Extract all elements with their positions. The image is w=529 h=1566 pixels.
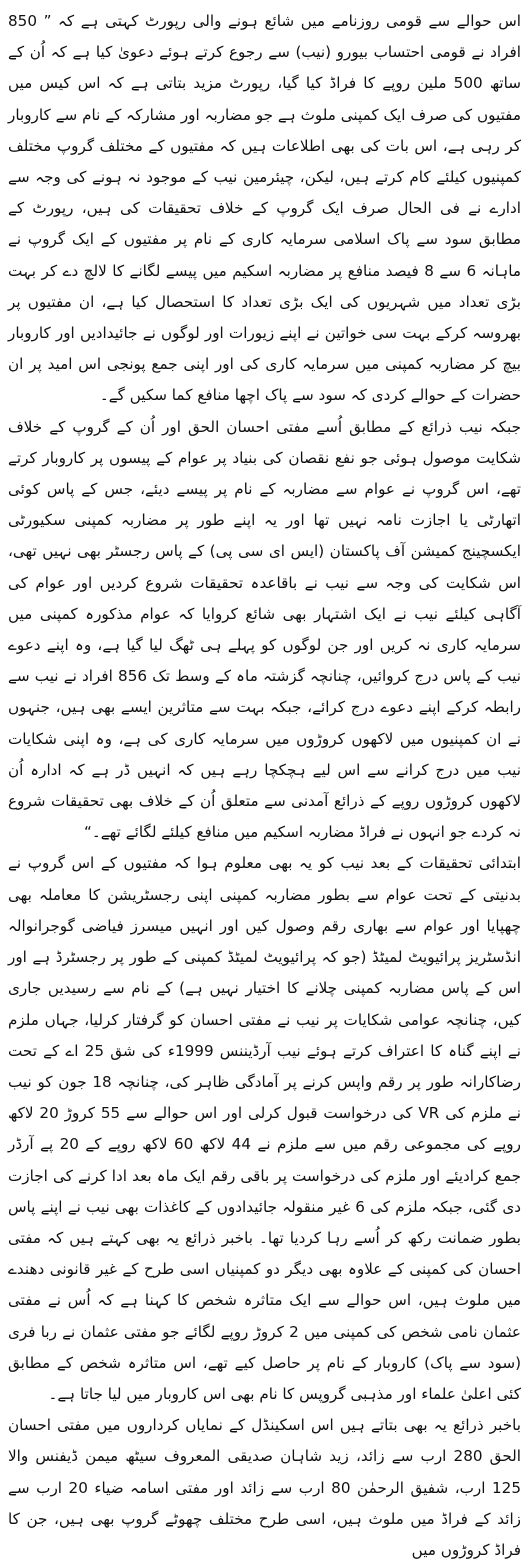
- article-paragraph-4: باخبر ذرائع یہ بھی بتاتے ہیں اس اسکینڈل کے نمایاں کرداروں میں مفتی احسان الحق 280 ارب سے زائد، زید شاہان صدیقی المعروف سیٹھ میمن ڈیفنس والا 125 ارب، شفیق الرحمٰن 80 ارب سے زائد اور مفتی اسامہ ضیاء 20 ارب سے زائد کے فراڈ میں ملوث ہیں، اسی طرح مختلف چھوٹے گروپ بھی ہیں، جن کا فراڈ کروڑوں میں: [8, 1416, 521, 1559]
- article-paragraph-2: جبکہ نیب ذرائع کے مطابق اُسے مفتی احسان الحق اور اُن کے گروپ کے خلاف شکایت موصول ہوئی جو نفع نقصان کی بنیاد پر عوام کے پیسوں پر کاروبار کرتے تھے، اس گروپ نے عوام سے مضاربہ کے نام پر پیسے دیئے، جس کے پاس کوئی اتھارٹی یا اجازت نامہ نہیں تھا اور یہ اپنے طور پر مضاربہ کمپنی سکیورٹی ایکسچینج کمیشن آف پاکستان (ایس ای سی پی) کے پاس رجسٹر بھی نہیں تھی، اس شکایت کی وجہ سے نیب نے باقاعدہ تحقیقات شروع کردیں اور عوام کی آگاہی کیلئے نیب نے ایک اشتہار بھی شائع کروایا کہ عوام مذکورہ کمپنی میں سرمایہ کاری نہ کریں اور جن لوگوں کو پہلے ہی ٹھگ لیا گیا ہے، وہ اپنے دعوے نیب کے پاس درج کروائیں، چنانچہ گزشتہ ماہ کے وسط تک 856 افراد نے نیب سے رابطہ کرکے اپنے دعوے درج کرائے، جبکہ بہت سے متاثرین ایسے بھی ہیں، جنہوں نے ان کمپنیوں میں لاکھوں کروڑوں میں سرمایہ کاری کی ہے، وہ اپنی شکایات نیب میں درج کرانے سے اس لیے ہچکچا رہے ہیں کہ انہیں ڈر ہے کہ ادارہ اُن لاکھوں کروڑوں روپے کے ذرائع آمدنی سے متعلق اُن کے خلاف بھی تحقیقات شروع نہ کردے جو انہوں نے فراڈ مضاربہ اسکیم میں منافع کیلئے لگائے تھے۔“: [8, 417, 521, 842]
- article-paragraph-3: ابتدائی تحقیقات کے بعد نیب کو یہ بھی معلوم ہوا کہ مفتیوں کے اس گروپ نے بدنیتی کے تحت عوام سے بطور مضاربہ کمپنی اپنی رجسٹریشن کا معاملہ بھی چھپایا اور عوام سے بھاری رقم وصول کیں اور انہیں میسرز فیاضی گوجرانوالہ انڈسٹریز پرائیویٹ لمیٹڈ (جو کہ پرائیویٹ لمیٹڈ کمپنی کے طور پر رجسٹرڈ ہے اور اس کے پاس مضاربہ کمپنی چلانے کا اختیار نہیں ہے) کے نام سے رسیدیں جاری کیں، چنانچہ عوامی شکایات پر نیب نے مفتی احسان کو گرفتار کرلیا، جہاں ملزم نے اپنے گناہ کا اعتراف کرتے ہوئے نیب آرڈیننس 1999ء کی شق 25 اے کے تحت رضاکارانہ طور پر رقم واپس کرنے پر آمادگی ظاہر کی، چنانچہ 18 جون کو نیب نے ملزم کی VR کی درخواست قبول کرلی اور اس حوالے سے 55 کروڑ 20 لاکھ روپے کی مجموعی رقم میں سے ملزم نے 44 لاکھ 60 لاکھ روپے کے 20 پے آرڈر جمع کرادیئے اور ملزم کی درخواست پر باقی رقم ایک ماہ بعد ادا کرنے کی اجازت دی گئی، جبکہ ملزم کی 6 غیر منقولہ جائیدادوں کے کاغذات بھی نیب نے اپنے پاس بطور ضمانت رکھ کر اُسے رہا کردیا تھا۔ باخبر ذرائع یہ بھی کہتے ہیں کہ مفتی احسان کی کمپنی کے علاوہ بھی دیگر دو کمپنیاں اسی طرح کے غیر قانونی دھندے میں ملوث ہیں، اس حوالے سے ایک متاثرہ شخص کا کہنا ہے کہ اُس نے مفتی عثمان نامی شخص کی کمپنی میں 2 کروڑ روپے لگائے جو مفتی عثمان نے ربا فری (سود سے پاک) کاروبار کے نام پر حاصل کیے تھے، اس متاثرہ شخص کے مطابق کئی اعلیٰ علماء اور مذہبی گروپس کا نام بھی اس کاروبار میں لیا جاتا ہے۔: [8, 854, 522, 1403]
- article-paragraph-1: اس حوالے سے قومی روزنامے میں شائع ہونے والی رپورٹ کہتی ہے کہ ” 850 افراد نے قومی احتساب بیورو (نیب) سے رجوع کرتے ہوئے دعویٰ کیا ہے کہ اُن کے ساتھ 500 ملین روپے کا فراڈ کیا گیا، رپورٹ مزید بتاتی ہے کہ اس کیس میں مفتیوں کی صرف ایک کمپنی ملوث ہے جو مضاربہ اور مشارکہ کے نام سے کاروبار کر رہی ہے، اس بات کی بھی اطلاعات ہیں کہ مفتیوں کے مختلف گروپ مختلف کمپنیوں کیلئے کام کرتے ہیں، لیکن، چیئرمین نیب کے موجود نہ ہونے کی وجہ سے ادارے نے فی الحال صرف ایک گروپ کے خلاف تحقیقات کی ہیں، رپورٹ کے مطابق سود سے پاک اسلامی سرمایہ کاری کے نام پر مفتیوں کے ایک گروپ نے ماہانہ 6 سے 8 فیصد منافع پر مضاربہ اسکیم میں پیسے لگانے کا لالچ دے کر بہت بڑی تعداد میں شہریوں کی ایک بڑی تعداد کا استحصال کیا ہے، ان مفتیوں پر بھروسہ کرکے بہت سی خواتین نے اپنے زیورات اور لوگوں نے جائیدادیں اور کاروبار بیچ کر مضاربہ کمپنی میں سرمایہ کاری کی اور اپنی جمع پونجی اس امید پر ان حضرات کے حوالے کردی کہ سود سے پاک اچھا منافع کما سکیں گے۔: [8, 12, 521, 405]
